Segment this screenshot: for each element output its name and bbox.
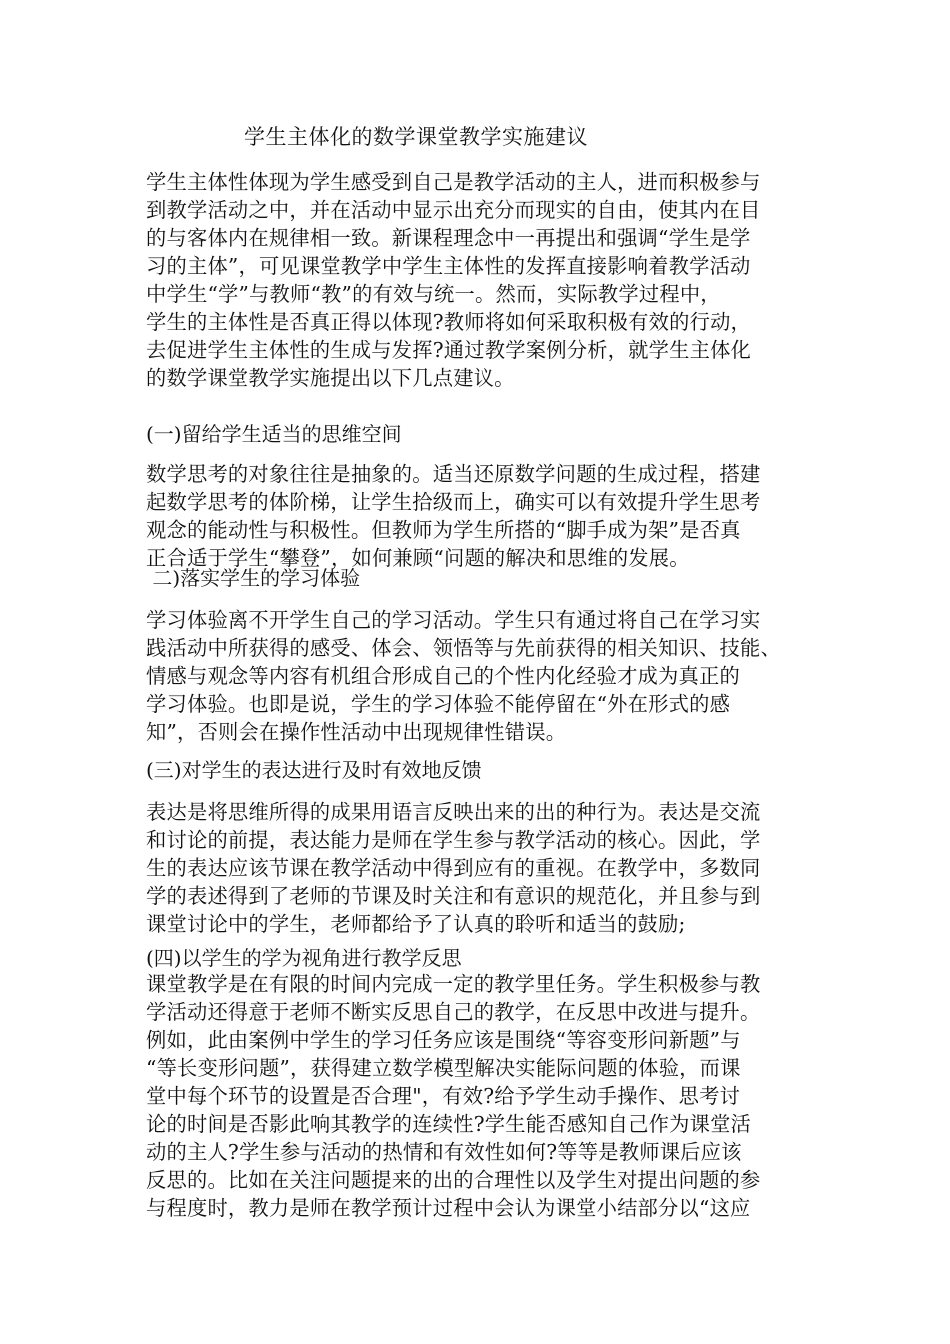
section-heading-4: (四)以学生的学为视角进行教学反思 (146, 946, 462, 970)
intro-line: 学生的主体性是否真正得以体现?教师将如何采取积极有效的行动， (146, 310, 752, 334)
section2-line: 学习体验。也即是说，学生的学习体验不能停留在“外在形式的感 (146, 692, 731, 716)
section2-line: 知”，否则会在操作性活动中出现规律性错误。 (146, 720, 567, 744)
section-body-3 (146, 798, 810, 938)
section4-line: “等长变形问题”，获得建立数学模型解决实能际问题的体验，而课 (146, 1056, 741, 1080)
section2-line: 践活动中所获得的感受、体会、领悟等与先前获得的相关知识、技能、 (146, 636, 781, 660)
section-body-4 (146, 970, 810, 1222)
intro-line: 学生主体性体现为学生感受到自己是教学活动的主人，进而积极参与 (146, 170, 761, 194)
section4-line: 课堂教学是在有限的时间内完成一定的教学里任务。学生积极参与教 (146, 972, 761, 996)
intro-line: 的与客体内在规律相一致。新课程理念中一再提出和强调“学生是学 (146, 226, 751, 250)
section-heading-1: (一)留给学生适当的思维空间 (146, 422, 402, 446)
section4-line: 论的时间是否影此响其教学的连续性?学生能否感知自己作为课堂活 (146, 1112, 752, 1136)
intro-line: 中学生“学”与教师“教”的有效与统一。然而，实际教学过程中， (146, 282, 721, 306)
section-heading-2: 二)落实学生的学习体验 (146, 566, 361, 590)
section4-line: 例如，此由案例中学生的学习任务应该是围绕“等容变形问新题”与 (146, 1028, 741, 1052)
document-title: 学生主体化的数学课堂教学实施建议 (244, 125, 588, 149)
intro-line: 习的主体”，可见课堂教学中学生主体性的发挥直接影响着教学活动 (146, 254, 751, 278)
section3-line: 表达是将思维所得的成果用语言反映出来的出的种行为。表达是交流 (146, 800, 761, 824)
intro-paragraph (146, 168, 810, 392)
section-body-2 (146, 606, 810, 746)
section2-line: 学习体验离不开学生自己的学习活动。学生只有通过将自己在学习实 (146, 608, 761, 632)
intro-line: 的数学课堂教学实施提出以下几点建议。 (146, 366, 515, 390)
section4-line: 反思的。比如在关注问题提来的出的合理性以及学生对提出问题的参 (146, 1168, 761, 1192)
section1-line: 数学思考的对象往往是抽象的。适当还原数学问题的生成过程，搭建 (146, 462, 761, 486)
section4-line: 与程度时，教力是师在教学预计过程中会认为课堂小结部分以“这应 (146, 1196, 751, 1220)
intro-line: 去促进学生主体性的生成与发挥?通过教学案例分析，就学生主体化 (146, 338, 752, 362)
section4-line: 堂中每个环节的设置是否合理"，有效?给予学生动手操作、思考讨 (146, 1084, 741, 1108)
section4-line: 学活动还得意于老师不断实反思自己的教学，在反思中改进与提升。 (146, 1000, 761, 1024)
intro-line: 到教学活动之中，并在活动中显示出充分而现实的自由，使其内在目 (146, 198, 761, 222)
section3-line: 和讨论的前提，表达能力是师在学生参与教学活动的核心。因此，学 (146, 828, 761, 852)
section3-line: 生的表达应该节课在教学活动中得到应有的重视。在教学中，多数同 (146, 856, 761, 880)
section2-line: 情感与观念等内容有机组合形成自己的个性内化经验才成为真正的 (146, 664, 740, 688)
section1-line: 起数学思考的体阶梯，让学生拾级而上，确实可以有效提升学生思考 (146, 490, 761, 514)
section1-line: 观念的能动性与积极性。但教师为学生所搭的“脚手成为架”是否真 (146, 518, 741, 542)
section1-line: 正合适于学生“攀登”，如何兼顾“问题的解决和思维的发展。 (146, 546, 690, 570)
section4-line: 动的主人?学生参与活动的热情和有效性如何?等等是教师课后应该 (146, 1140, 742, 1164)
section-body-1 (146, 460, 810, 572)
section-heading-3: (三)对学生的表达进行及时有效地反馈 (146, 758, 482, 782)
section3-line: 学的表述得到了老师的节课及时关注和有意识的规范化，并且参与到 (146, 884, 761, 908)
section3-line: 课堂讨论中的学生，老师都给予了认真的聆听和适当的鼓励; (146, 912, 686, 936)
